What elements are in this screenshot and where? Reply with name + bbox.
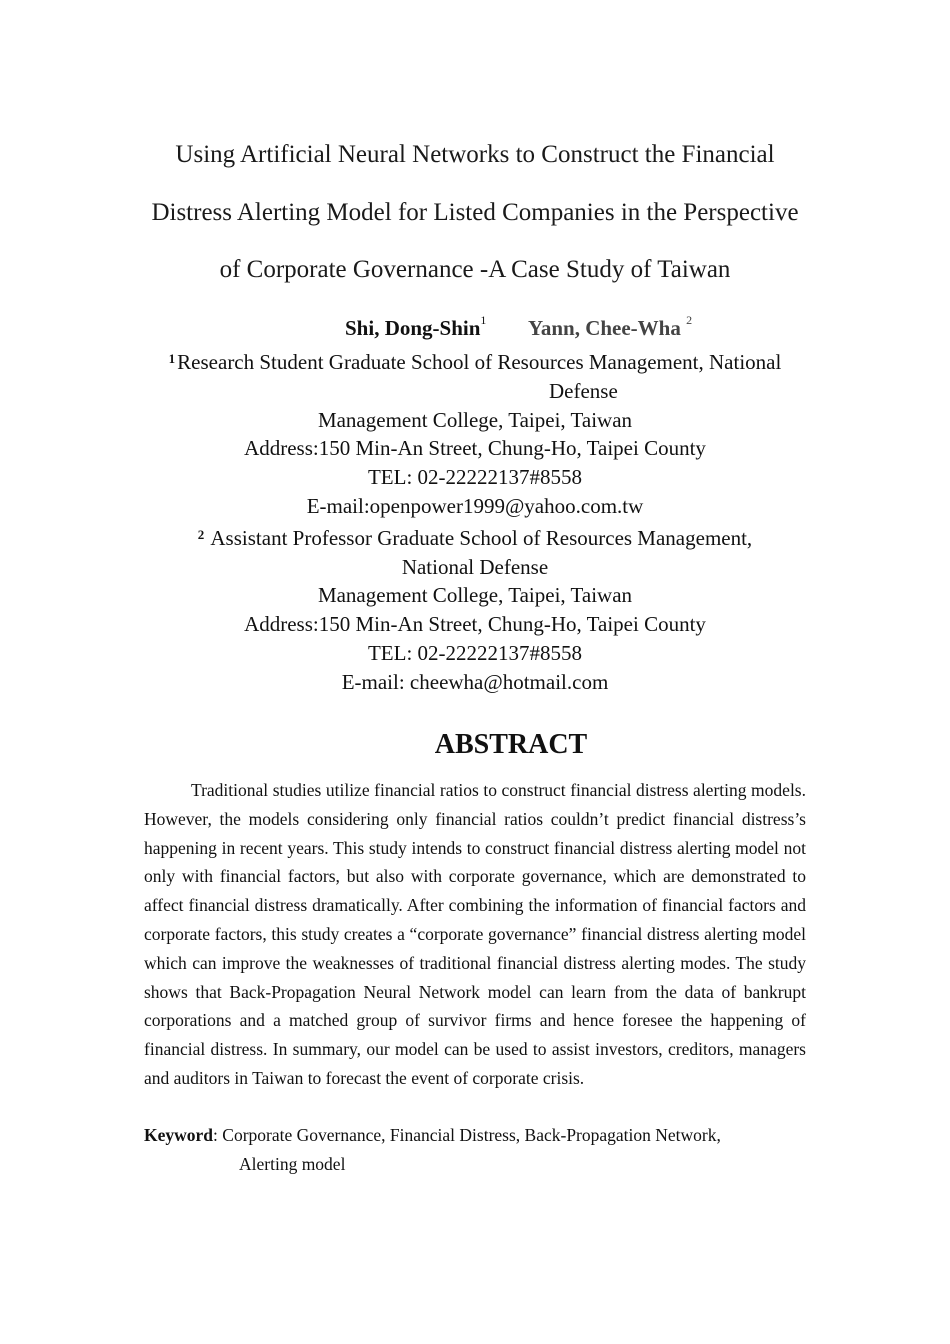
abstract-heading: ABSTRACT	[434, 729, 588, 760]
affiliation-2-line-1	[100, 521, 850, 553]
affiliation-1-sup: 1	[168, 351, 176, 366]
title-line-1: Using Artificial Neural Networks to Construct the Financial	[175, 141, 775, 168]
keywords-line-2: Alerting model	[239, 1153, 346, 1174]
affiliation-2-email: E-mail: cheewha@hotmail.com	[341, 669, 609, 694]
affiliation-2-sup: 2	[197, 526, 205, 542]
keywords-label: Keyword	[144, 1125, 214, 1145]
author-list	[0, 313, 950, 346]
affiliation-1-tel: TEL: 02-22222137#8558	[367, 465, 583, 490]
keywords-line-1	[144, 1121, 844, 1150]
affiliation-2-text: Assistant Professor Graduate School of Resources Management,	[210, 525, 753, 550]
author-2	[528, 313, 693, 341]
abstract-body	[144, 776, 806, 1093]
abstract-paragraph: Traditional studies utilize financial ratios to construct financial distress alerting models. However, the models considering only financial ratios couldn’t predict financial distress’s happening in recent years. This study intends to construct financial distress alerting model not only with financial factors, but also with corporate governance, which are demonstrated to affect financial distress dramatically. After combining the information of financial factors and corporate factors, this study creates a “corporate governance” financial distress alerting model which can improve the weaknesses of traditional financial distress alerting modes. The study shows that Back-Propagation Neural Network model can learn from the data of bankrupt corporations and a matched group of survivor firms and hence foresee the happening of financial distress. In summary, our model can be used to assist investors, creditors, managers and auditors in Taiwan to forecast the event of corporate crisis.	[144, 780, 806, 1088]
affiliation-1-email: E-mail:openpower1999@yahoo.com.tw	[306, 493, 644, 518]
author-1-name: Shi, Dong-Shin	[345, 316, 481, 340]
affiliation-2-address: Address:150 Min-An Street, Chung-Ho, Taipei County	[244, 612, 706, 637]
affiliation-2-tel: TEL: 02-22222137#8558	[367, 640, 583, 665]
affiliation-1-line-3: Management College, Taipei, Taiwan	[317, 407, 633, 432]
title-line-2: Distress Alerting Model for Listed Companies in the Perspective	[151, 198, 799, 226]
author-2-name: Yann, Chee-Wha	[528, 316, 681, 340]
author-2-sup: 2	[686, 313, 693, 327]
affiliation-1-line-2: Defense	[549, 378, 618, 403]
affiliation-2-line-3: Management College, Taipei, Taiwan	[317, 583, 633, 608]
author-1	[345, 313, 487, 341]
title-line-3: of Corporate Governance -A Case Study of Taiwan	[219, 256, 731, 283]
keywords-list: : Corporate Governance, Financial Distress, Back-Propagation Network,	[213, 1125, 721, 1145]
affiliation-1-text: Research Student Graduate School of Resources Management, National	[177, 350, 782, 374]
keywords	[144, 1121, 844, 1179]
affiliation-1-address: Address:150 Min-An Street, Chung-Ho, Taipei County	[244, 436, 706, 461]
author-1-sup: 1	[480, 313, 487, 327]
affiliation-2-line-2: National Defense	[401, 554, 549, 579]
paper-title	[100, 126, 850, 299]
affiliation-1-line-1	[100, 345, 850, 377]
affiliations	[100, 345, 850, 697]
